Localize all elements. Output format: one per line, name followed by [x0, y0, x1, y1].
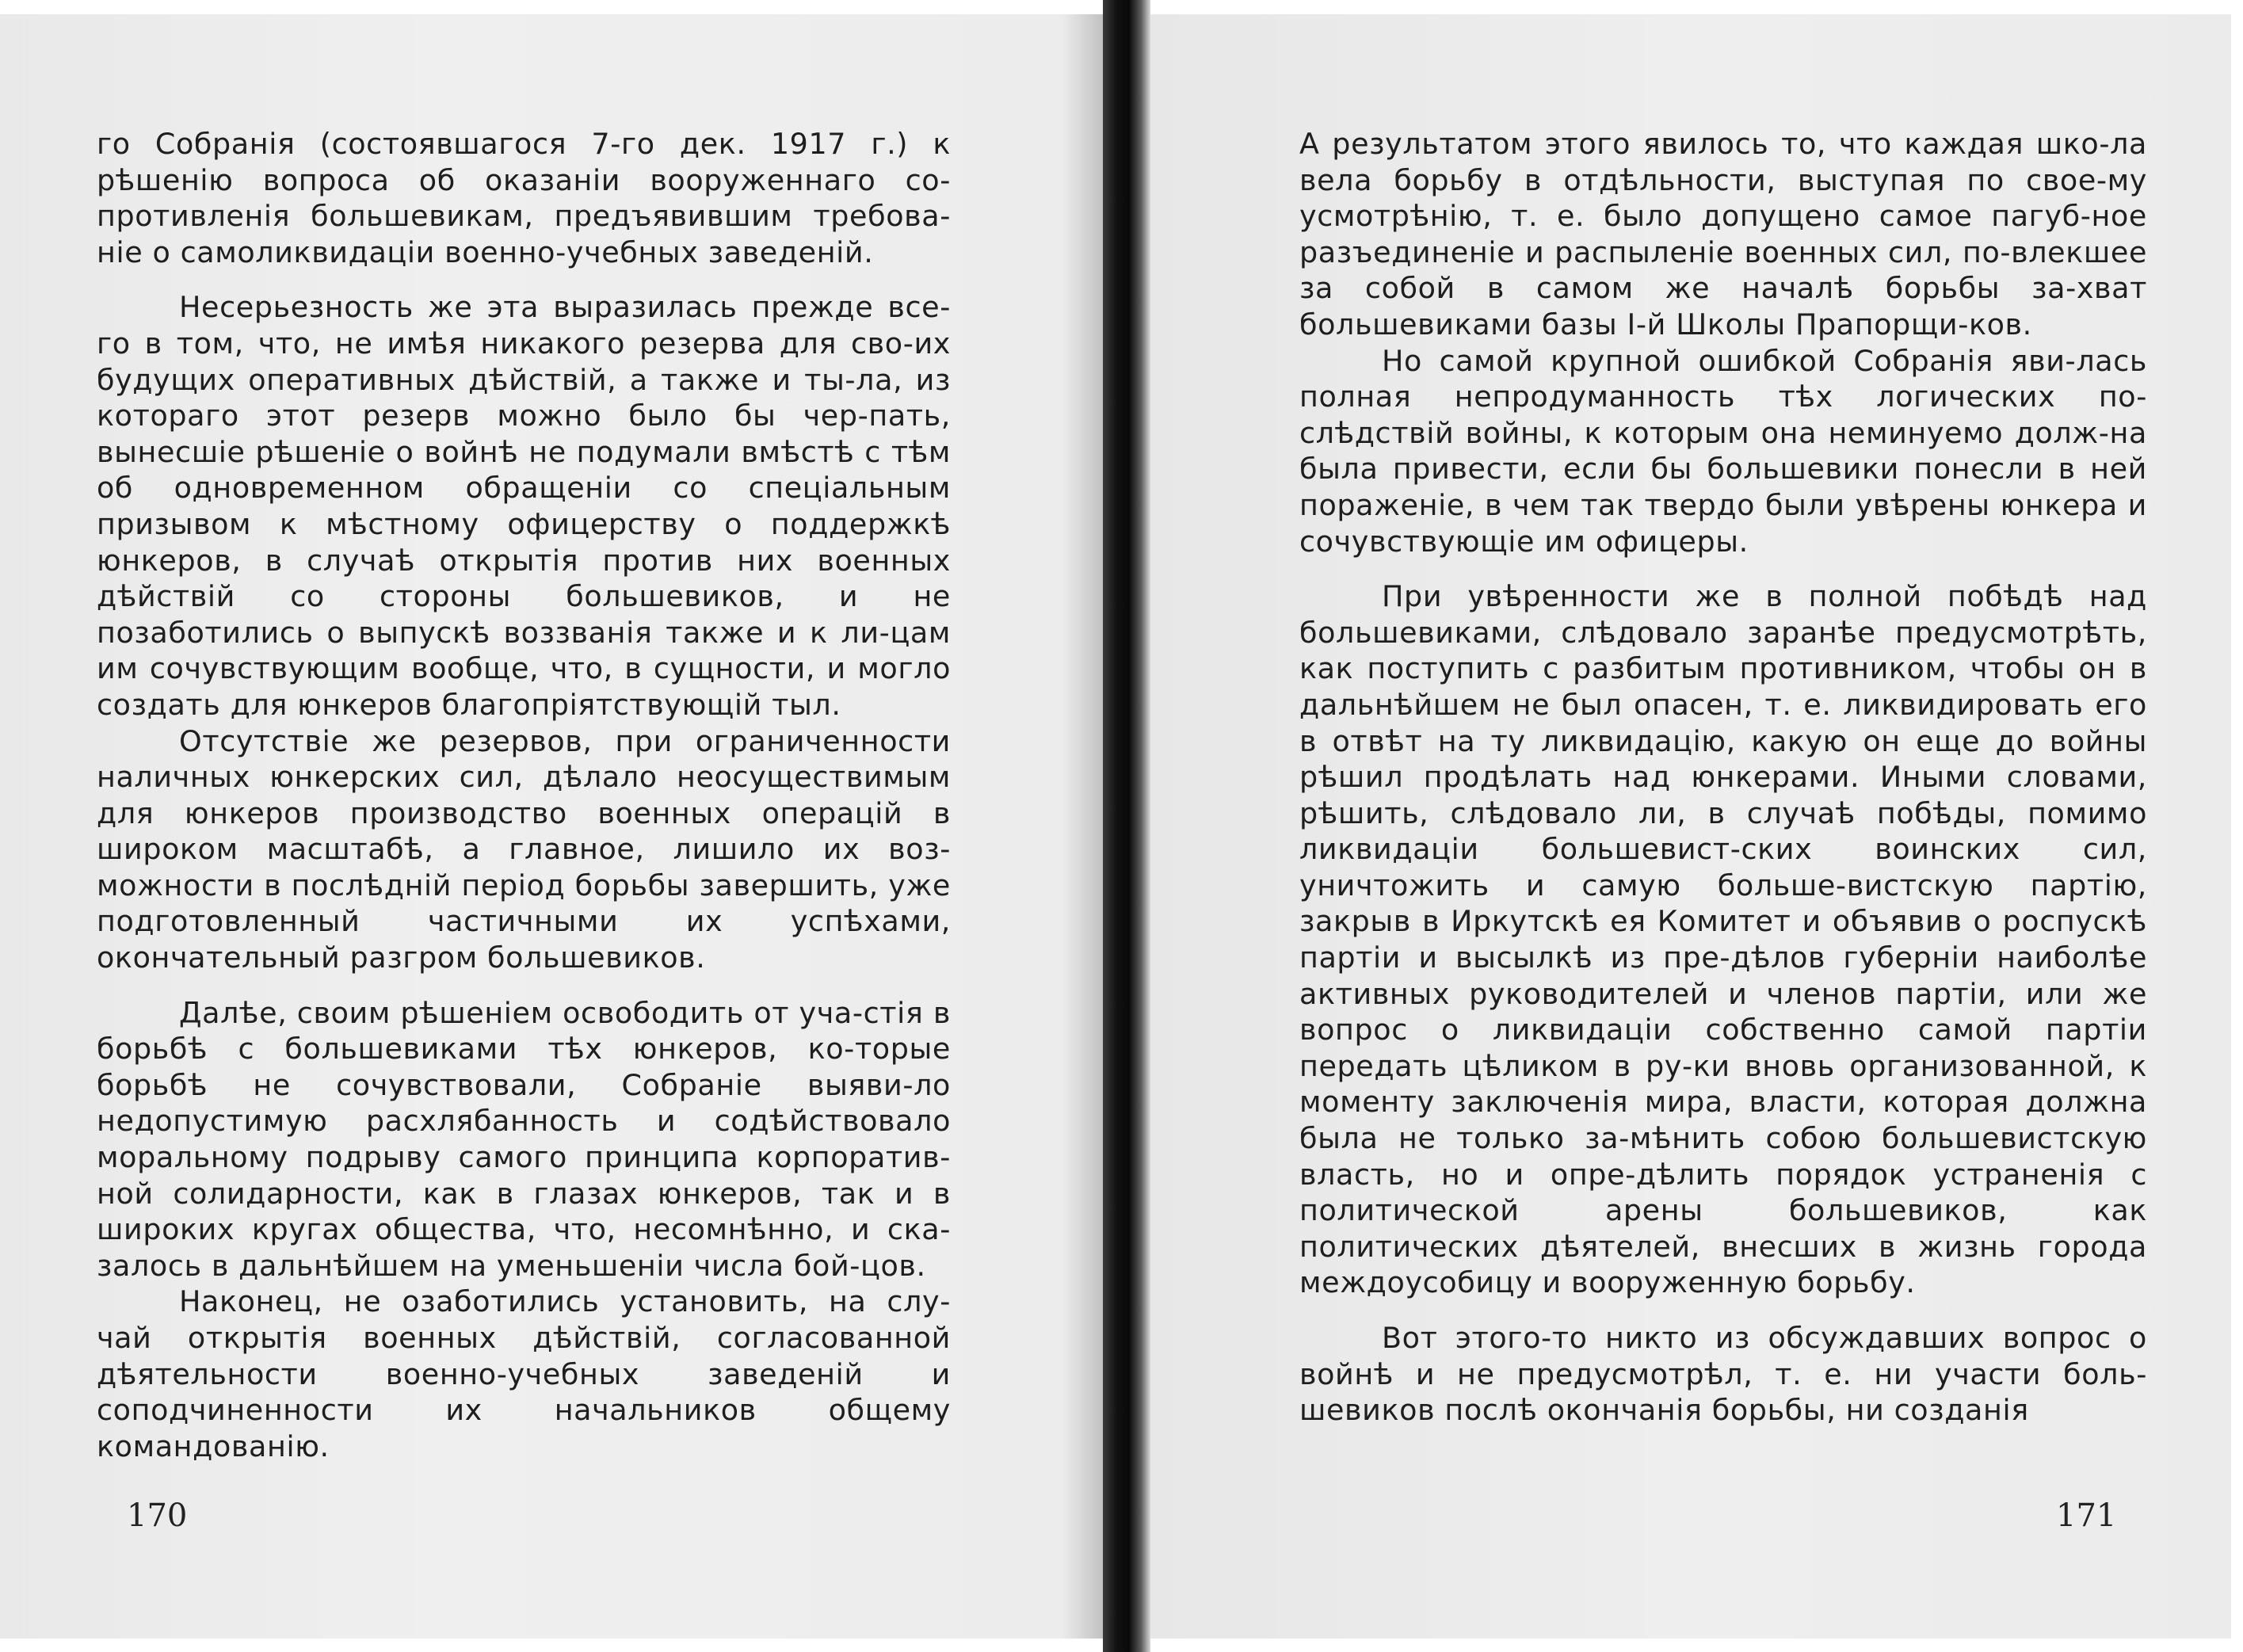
- left-paragraph-1: го Собранія (состоявшагося 7-го дек. 1917 г.) к рѣшенію вопроса об оказаніи вооруженнаго со-противленія большевикам, предъявившим требова-ніе о самоликвидаціи военно-учебных заведеній.: [97, 127, 951, 269]
- right-paragraph-4: Вот этого-то никто из обсуждавших вопрос о войнѣ и не предусмотрѣл, т. е. ни участи боль-шевиков послѣ окончанія борьбы, ни созданія: [1299, 1321, 2147, 1428]
- left-paragraph-3: Отсутствіе же резервов, при ограниченности наличных юнкерских сил, дѣлало неосуществимым для юнкеров производство военных операцій в широком масштабѣ, а главное, лишило их воз-можности в послѣдній період борьбы завершить, уже подготовленный частичными их успѣхами, окончательный разгром большевиков.: [97, 723, 951, 975]
- right-paragraph-3: При увѣренности же в полной побѣдѣ над большевиками, слѣдовало заранѣе предусмотрѣть, как поступить с разбитым противником, чтобы он в дальнѣйшем не был опасен, т. е. ликвидировать его в отвѣт на ту ликвидацію, какую он еще до войны рѣшил продѣлать над юнкерами. Иными словами, рѣшить, слѣдовало ли, в случаѣ побѣды, помимо ликвидаціи большевист-ских воинских сил, уничтожить и самую больше-вистскую партію, закрыв в Иркутскѣ ея Комитет и объявив о роспускѣ партіи и высылкѣ из пре-дѣлов губерніи наиболѣе активных руководителей и членов партіи, или же вопрос о ликвидаціи собственно самой партіи передать цѣликом в ру-ки вновь организованной, к моменту заключенія мира, власти, которая должна была не только за-мѣнить собою большевистскую власть, но и опре-дѣлить порядок устраненія с политической арены большевиков, как политических дѣятелей, внесших в жизнь города междоусобицу и вооруженную борьбу.: [1299, 579, 2147, 1300]
- left-paragraph-2: Несерьезность же эта выразилась прежде все-го в том, что, не имѣя никакого резерва для сво-их будущих оперативных дѣйствій, а также и ты-ла, из котораго этот резерв можно было бы чер-пать, вынесшіе рѣшеніе о войнѣ не подумали вмѣстѣ с тѣм об одновременном обращеніи со спеціальным призывом к мѣстному офицерству о поддержкѣ юнкеров, в случаѣ открытія против них военных дѣйствій со стороны большевиков, и не позаботились о выпускѣ воззванія также и к ли-цам им сочувствующим вообще, что, в сущности, и могло создать для юнкеров благопріятствующій тыл.: [97, 290, 951, 722]
- left-page-text: [97, 126, 951, 1464]
- right-page-text: [1299, 126, 2147, 1429]
- gutter-shadow: [1062, 14, 1103, 1639]
- right-paragraph-2: Но самой крупной ошибкой Собранія яви-лась полная непродуманность тѣх логических по-слѣдствій войны, к которым она неминуемо долж-на была привести, если бы большевики понесли в ней пораженіе, в чем так твердо были увѣрены юнкера и сочувствующіе им офицеры.: [1299, 343, 2147, 559]
- page-number-left: 170: [127, 1497, 188, 1534]
- book-gutter: [1103, 0, 1150, 1652]
- left-paragraph-4: Далѣе, своим рѣшеніем освободить от уча-стія в борьбѣ с большевиками тѣх юнкеров, ко-торые борьбѣ не сочувствовали, Собраніе выяви-ло недопустимую расхлябанность и содѣйствовало моральному подрыву самого принципа корпоратив-ной солидарности, как в глазах юнкеров, так и в широких кругах общества, что, несомнѣнно, и ска-залось в дальнѣйшем на уменьшеніи числа бой-цов.: [97, 995, 951, 1283]
- left-paragraph-5: Наконец, не озаботились установить, на слу-чай открытія военных дѣйствій, согласованной дѣятельности военно-учебных заведеній и соподчиненности их начальников общему командованію.: [97, 1284, 951, 1463]
- right-paragraph-1: А результатом этого явилось то, что каждая шко-ла вела борьбу в отдѣльности, выступая по свое-му усмотрѣнію, т. е. было допущено самое пагуб-ное разъединеніе и распыленіе военных сил, по-влекшее за собой в самом же началѣ борьбы за-хват большевиками базы I-й Школы Прапорщи-ков.: [1299, 127, 2147, 341]
- page-number-right: 171: [2056, 1497, 2117, 1534]
